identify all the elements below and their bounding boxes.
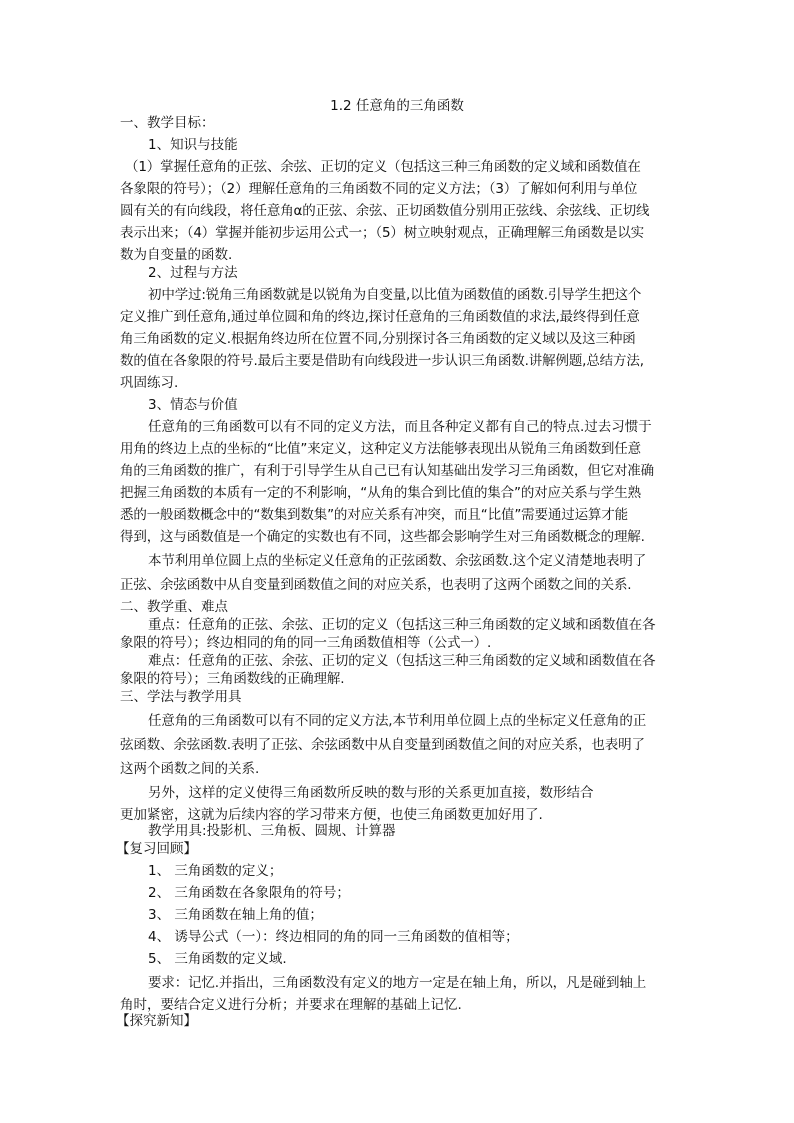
paragraph-line: 定义推广到任意角,通过单位圆和角的终边,探讨任意角的三角函数值的求法,最终得到任意 — [120, 309, 640, 325]
heading-teaching-goals: 一、教学目标： — [120, 115, 215, 131]
paragraph-line: 各象限的符号）；（2）理解任意角的三角函数不同的定义方法；（3）了解如何利用与单位 — [120, 181, 638, 197]
subheading-process-method: 2、过程与方法 — [148, 265, 238, 281]
paragraph-line: 难点：任意角的正弦、余弦、正切的定义（包括这三种三角函数的定义域和函数值在各 — [148, 653, 656, 669]
paragraph-line: （1）掌握任意角的正弦、余弦、正切的定义（包括这三种三角函数的定义域和函数值在 — [125, 159, 641, 175]
paragraph-line: 巩固练习. — [120, 375, 179, 391]
paragraph-line: 数的值在各象限的符号.最后主要是借助有向线段进一步认识三角函数.讲解例题,总结方法, — [120, 353, 644, 369]
heading-explore-new: 【探究新知】 — [116, 1013, 197, 1029]
paragraph-line: 象限的符号）；三角函数线的正确理解. — [120, 671, 345, 687]
paragraph-line: 本节利用单位圆上点的坐标定义任意角的正弦函数、余弦函数.这个定义清楚地表明了 — [148, 553, 647, 569]
list-item: 3、 三角函数在轴上角的值； — [148, 907, 323, 923]
paragraph-line: 任意角的三角函数可以有不同的定义方法,本节利用单位圆上点的坐标定义任意角的正 — [148, 713, 647, 729]
paragraph-line: 要求：记忆.并指出，三角函数没有定义的地方一定是在轴上角，所以，凡是碰到轴上 — [148, 975, 647, 991]
paragraph-line: 悉的一般函数概念中的“数集到数集”的对应关系有冲突，而且“比值”需要通过运算才能 — [120, 507, 628, 523]
paragraph-line: 数为自变量的函数. — [120, 247, 233, 263]
paragraph-line: 重点：任意角的正弦、余弦、正切的定义（包括这三种三角函数的定义域和函数值在各 — [148, 617, 656, 633]
paragraph-line: 得到，这与函数值是一个确定的实数也有不同，这些都会影响学生对三角函数概念的理解. — [120, 529, 645, 545]
subheading-knowledge-skills: 1、知识与技能 — [148, 137, 238, 153]
list-item: 1、 三角函数的定义； — [148, 863, 283, 879]
list-item: 5、 三角函数的定义域. — [148, 951, 287, 967]
heading-review: 【复习回顾】 — [116, 841, 197, 857]
paragraph-line: 弦函数、余弦函数.表明了正弦、余弦函数中从自变量到函数值之间的对应关系，也表明了 — [120, 737, 645, 753]
list-item: 2、 三角函数在各象限角的符号； — [148, 885, 350, 901]
paragraph-line: 角三角函数的定义.根据角终边所在位置不同,分别探讨各三角函数的定义域以及这三种函 — [120, 331, 636, 347]
paragraph-line: 把握三角函数的本质有一定的不利影响，“从角的集合到比值的集合”的对应关系与学生熟 — [120, 485, 641, 501]
document-title: 1.2 任意角的三角函数 — [330, 98, 464, 114]
teaching-tools-line: 教学用具:投影机、三角板、圆规、计算器 — [148, 823, 396, 839]
paragraph-line: 另外，这样的定义使得三角函数所反映的数与形的关系更加直接，数形结合 — [148, 785, 594, 801]
heading-key-points: 二、教学重、难点 — [120, 599, 228, 615]
paragraph-line: 圆有关的有向线段，将任意角α的正弦、余弦、正切函数值分别用正弦线、余弦线、正切线 — [120, 203, 650, 219]
paragraph-line: 初中学过:锐角三角函数就是以锐角为自变量,以比值为函数值的函数.引导学生把这个 — [148, 287, 642, 303]
paragraph-line: 这两个函数之间的关系. — [120, 761, 260, 777]
paragraph-line: 角的三角函数的推广，有利于引导学生从自己已有认知基础出发学习三角函数，但它对准确 — [120, 463, 654, 479]
paragraph-line: 任意角的三角函数可以有不同的定义方法，而且各种定义都有自己的特点.过去习惯于 — [148, 419, 652, 435]
paragraph-line: 用角的终边上点的坐标的“比值”来定义，这种定义方法能够表现出从锐角三角函数到任意 — [120, 441, 641, 457]
paragraph-line: 更加紧密，这就为后续内容的学习带来方便，也使三角函数更加好用了. — [120, 807, 543, 823]
heading-study-method: 三、学法与教学用具 — [120, 689, 242, 705]
paragraph-line: 正弦、余弦函数中从自变量到函数值之间的对应关系，也表明了这两个函数之间的关系. — [120, 577, 632, 593]
paragraph-line: 象限的符号）；终边相同的角的同一三角函数值相等（公式一）. — [120, 635, 492, 651]
paragraph-line: 表示出来；（4）掌握并能初步运用公式一；（5）树立映射观点，正确理解三角函数是以实 — [120, 225, 645, 241]
list-item: 4、 诱导公式（一）：终边相同的角的同一三角函数的值相等； — [148, 929, 519, 945]
paragraph-line: 角时，要结合定义进行分析；并要求在理解的基础上记忆. — [120, 997, 462, 1013]
subheading-emotion-value: 3、情态与价值 — [148, 397, 238, 413]
